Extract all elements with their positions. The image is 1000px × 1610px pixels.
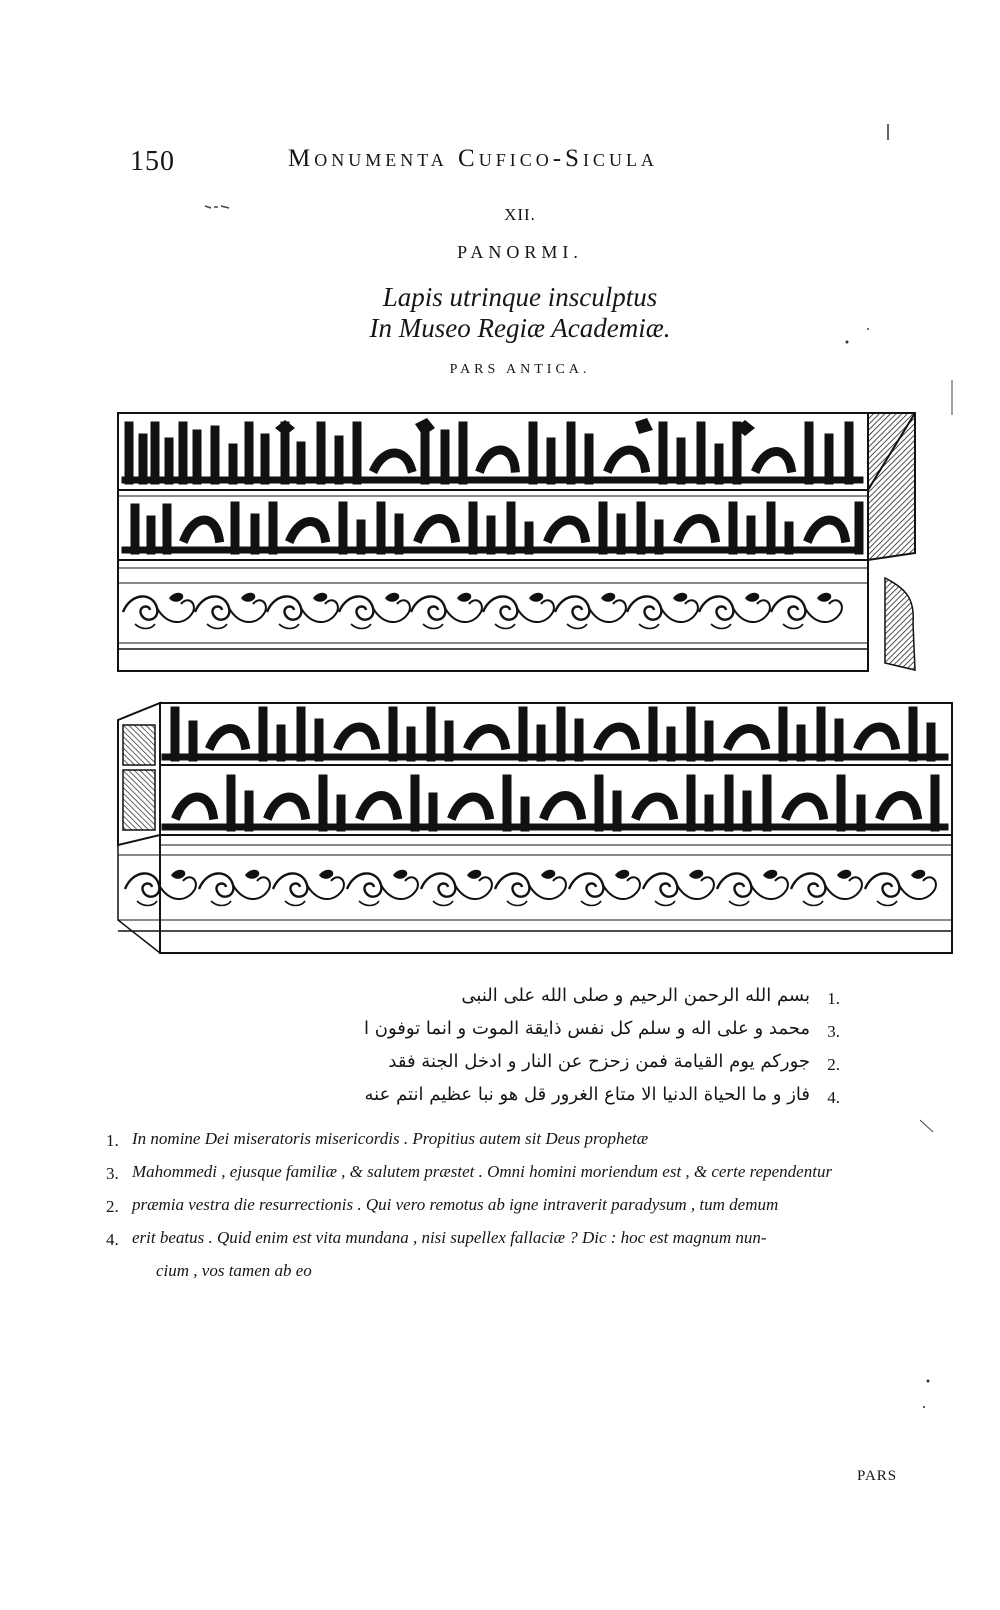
translation-line — [98, 1191, 928, 1224]
inscription-frieze-lower — [115, 695, 955, 960]
line-number: 2. — [106, 1197, 119, 1216]
line-number: 4. — [827, 1088, 840, 1107]
section-label: PARS ANTICA. — [449, 362, 591, 377]
subtitle-line-2: In Museo Regiæ Academiæ. — [369, 313, 671, 343]
translation-line — [98, 1257, 928, 1290]
line-number: 4. — [106, 1230, 119, 1249]
line-number: 2. — [827, 1055, 840, 1074]
arabesque-band — [123, 593, 842, 629]
translation-text: præmia vestra die resurrectionis . Qui vero remotus ab igne intraverit paradysum , tum demum — [132, 1195, 779, 1214]
transcription-line — [180, 985, 840, 1018]
arabic-text: جوركم يوم القيامة فمن زحزح عن النار و ادخل الجنة فقد — [388, 1051, 810, 1072]
kufic-row-4 — [165, 779, 945, 827]
arabic-text: محمد و على اله و سلم كل نفس ذايقة الموت و انما توفون ا — [364, 1018, 810, 1039]
transcription-line — [180, 1084, 840, 1117]
line-number: 3. — [827, 1022, 840, 1041]
city-heading: PANORMI. — [457, 242, 583, 262]
subtitle-line-1: Lapis utrinque insculptus — [382, 282, 658, 312]
arabic-text: فاز و ما الحياة الدنيا الا متاع الغرور قل هو نبا عظيم انتم عنه — [364, 1084, 810, 1105]
arabesque-band-lower — [125, 870, 936, 906]
translation-line — [98, 1224, 928, 1257]
translation-line — [98, 1158, 928, 1191]
line-number: 1. — [827, 989, 840, 1008]
translation-line — [98, 1125, 928, 1158]
latin-translation — [98, 1125, 928, 1290]
arabic-transcription — [180, 985, 840, 1117]
running-head — [130, 143, 750, 183]
kufic-row-3 — [165, 711, 945, 757]
catchword: PARS — [857, 1468, 898, 1484]
translation-text: erit beatus . Quid enim est vita mundana , nisi supellex fallaciæ ? Dic : hoc est magnum nun- — [132, 1228, 767, 1247]
arabic-text: بسم الله الرحمن الرحيم و صلى الله على النبى — [461, 985, 810, 1006]
kufic-row-2 — [125, 506, 860, 550]
translation-text: In nomine Dei miseratoris misericordis . Propitius autem sit Deus prophetæ — [132, 1129, 649, 1148]
kufic-row-1 — [125, 426, 860, 480]
running-title: Monumenta Cufico-Sicula — [288, 145, 658, 172]
transcription-line — [180, 1051, 840, 1084]
inscription-frieze-upper — [115, 408, 965, 678]
line-number: 1. — [106, 1131, 119, 1150]
page-number: 150 — [130, 146, 175, 177]
transcription-line — [180, 1018, 840, 1051]
translation-text: cium , vos tamen ab eo — [156, 1261, 312, 1280]
line-number: 3. — [106, 1164, 119, 1183]
plate-number: XII. — [504, 205, 536, 224]
translation-text: Mahommedi , ejusque familiæ , & salutem præstet . Omni homini moriendum est , & certe rependentur — [132, 1162, 833, 1181]
